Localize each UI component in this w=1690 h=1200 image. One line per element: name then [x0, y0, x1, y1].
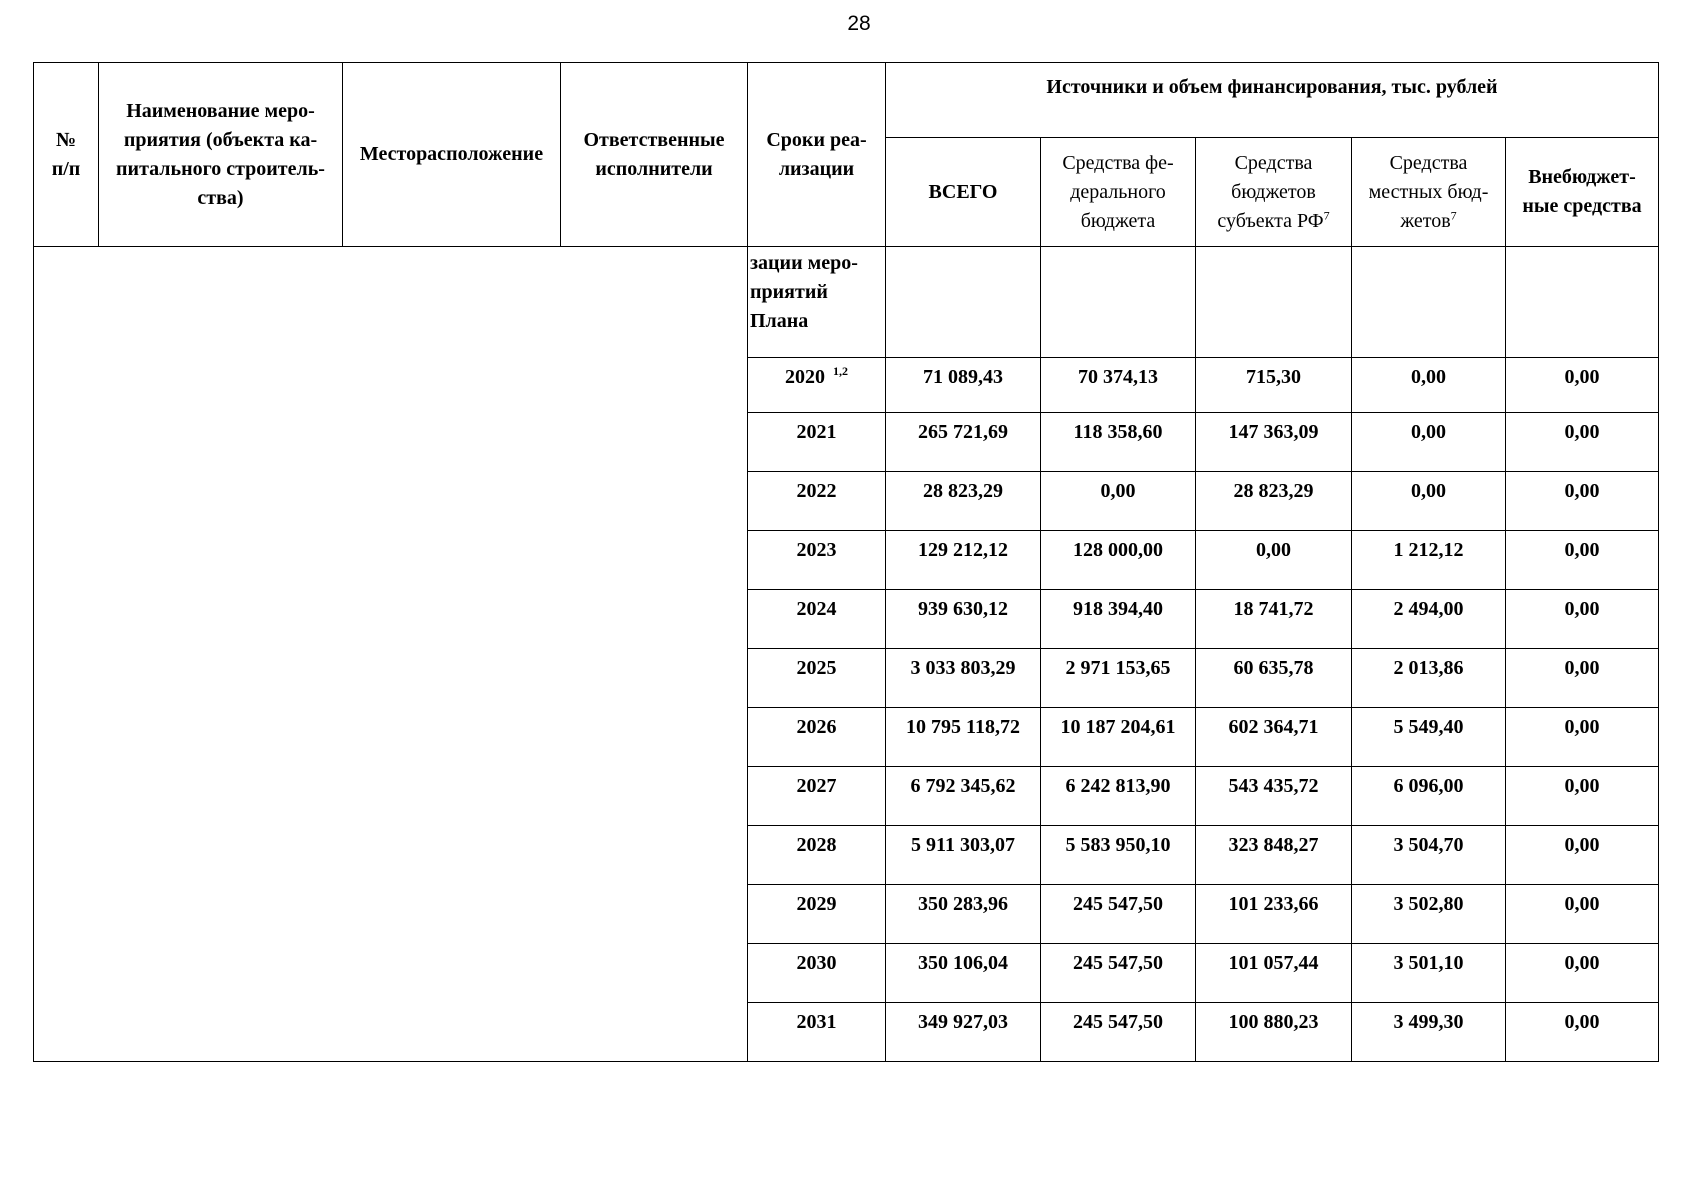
empty-cell — [1506, 247, 1659, 358]
regional-cell: 543 435,72 — [1196, 767, 1352, 826]
local-cell: 2 494,00 — [1352, 590, 1506, 649]
page-number: 28 — [847, 12, 871, 35]
local-cell: 3 501,10 — [1352, 944, 1506, 1003]
year-cell: 2030 — [748, 944, 886, 1003]
year-cell: 2027 — [748, 767, 886, 826]
local-cell: 3 504,70 — [1352, 826, 1506, 885]
financing-table — [33, 62, 1659, 1062]
extrabudget-cell: 0,00 — [1506, 826, 1659, 885]
year-cell: 2021 — [748, 413, 886, 472]
federal-cell: 128 000,00 — [1041, 531, 1196, 590]
federal-cell: 0,00 — [1041, 472, 1196, 531]
local-cell: 5 549,40 — [1352, 708, 1506, 767]
local-cell: 1 212,12 — [1352, 531, 1506, 590]
regional-cell: 147 363,09 — [1196, 413, 1352, 472]
federal-cell: 6 242 813,90 — [1041, 767, 1196, 826]
regional-cell: 60 635,78 — [1196, 649, 1352, 708]
local-cell: 6 096,00 — [1352, 767, 1506, 826]
total-cell: 6 792 345,62 — [886, 767, 1041, 826]
extrabudget-cell: 0,00 — [1506, 413, 1659, 472]
extrabudget-cell: 0,00 — [1506, 531, 1659, 590]
header-funding-sources: Источники и объем финансирования, тыс. рублей — [886, 63, 1659, 138]
table-body — [34, 247, 1659, 1062]
total-cell: 10 795 118,72 — [886, 708, 1041, 767]
regional-cell: 101 233,66 — [1196, 885, 1352, 944]
regional-cell: 18 741,72 — [1196, 590, 1352, 649]
continuation-row — [34, 247, 1659, 358]
year-cell: 2029 — [748, 885, 886, 944]
federal-cell: 245 547,50 — [1041, 1003, 1196, 1062]
regional-cell: 715,30 — [1196, 358, 1352, 413]
header-extrabudget: Внебюджет- ные средства — [1506, 138, 1659, 247]
header-responsible: Ответственные исполнители — [561, 63, 748, 247]
year-cell: 2020 $^{1,2}$ — [748, 358, 886, 413]
header-number: № п/п — [34, 63, 99, 247]
merged-empty-cell — [34, 247, 748, 1062]
federal-cell: 70 374,13 — [1041, 358, 1196, 413]
local-cell: 3 502,80 — [1352, 885, 1506, 944]
extrabudget-cell: 0,00 — [1506, 708, 1659, 767]
federal-cell: 118 358,60 — [1041, 413, 1196, 472]
federal-cell: 10 187 204,61 — [1041, 708, 1196, 767]
extrabudget-cell: 0,00 — [1506, 358, 1659, 413]
regional-cell: 28 823,29 — [1196, 472, 1352, 531]
total-cell: 28 823,29 — [886, 472, 1041, 531]
regional-cell: 602 364,71 — [1196, 708, 1352, 767]
header-measure-name: Наименование меро- приятия (объекта ка- питального строитель- ства) — [99, 63, 343, 247]
empty-cell — [1196, 247, 1352, 358]
extrabudget-cell: 0,00 — [1506, 590, 1659, 649]
regional-cell: 101 057,44 — [1196, 944, 1352, 1003]
local-cell: 2 013,86 — [1352, 649, 1506, 708]
total-cell: 265 721,69 — [886, 413, 1041, 472]
header-federal: Средства фе- дерального бюджета — [1041, 138, 1196, 247]
header-regional: Средства бюджетов субъекта $РФ^7$ — [1196, 138, 1352, 247]
regional-cell: 100 880,23 — [1196, 1003, 1352, 1062]
total-cell: 350 106,04 — [886, 944, 1041, 1003]
year-cell: 2022 — [748, 472, 886, 531]
year-cell: 2023 — [748, 531, 886, 590]
header-local: Средства местных бюд- жетов$^7$ — [1352, 138, 1506, 247]
empty-cell — [1352, 247, 1506, 358]
federal-cell: 5 583 950,10 — [1041, 826, 1196, 885]
header-total: ВСЕГО — [886, 138, 1041, 247]
year-cell: 2026 — [748, 708, 886, 767]
total-cell: 71 089,43 — [886, 358, 1041, 413]
continuation-text: зации меро- приятий Плана — [748, 247, 886, 358]
empty-cell — [886, 247, 1041, 358]
total-cell: 129 212,12 — [886, 531, 1041, 590]
extrabudget-cell: 0,00 — [1506, 944, 1659, 1003]
year-cell: 2028 — [748, 826, 886, 885]
extrabudget-cell: 0,00 — [1506, 472, 1659, 531]
local-cell: 0,00 — [1352, 413, 1506, 472]
total-cell: 5 911 303,07 — [886, 826, 1041, 885]
local-cell: 0,00 — [1352, 472, 1506, 531]
federal-cell: 245 547,50 — [1041, 944, 1196, 1003]
federal-cell: 2 971 153,65 — [1041, 649, 1196, 708]
local-cell: 3 499,30 — [1352, 1003, 1506, 1062]
extrabudget-cell: 0,00 — [1506, 1003, 1659, 1062]
total-cell: 3 033 803,29 — [886, 649, 1041, 708]
year-cell: 2024 — [748, 590, 886, 649]
header-terms: Сроки реа- лизации — [748, 63, 886, 247]
extrabudget-cell: 0,00 — [1506, 767, 1659, 826]
regional-cell: 323 848,27 — [1196, 826, 1352, 885]
extrabudget-cell: 0,00 — [1506, 885, 1659, 944]
extrabudget-cell: 0,00 — [1506, 649, 1659, 708]
federal-cell: 918 394,40 — [1041, 590, 1196, 649]
empty-cell — [1041, 247, 1196, 358]
year-cell: 2031 — [748, 1003, 886, 1062]
year-cell: 2025 — [748, 649, 886, 708]
total-cell: 939 630,12 — [886, 590, 1041, 649]
table-header — [34, 63, 1659, 247]
federal-cell: 245 547,50 — [1041, 885, 1196, 944]
header-location: Месторасположение — [343, 63, 561, 247]
regional-cell: 0,00 — [1196, 531, 1352, 590]
total-cell: 349 927,03 — [886, 1003, 1041, 1062]
total-cell: 350 283,96 — [886, 885, 1041, 944]
local-cell: 0,00 — [1352, 358, 1506, 413]
